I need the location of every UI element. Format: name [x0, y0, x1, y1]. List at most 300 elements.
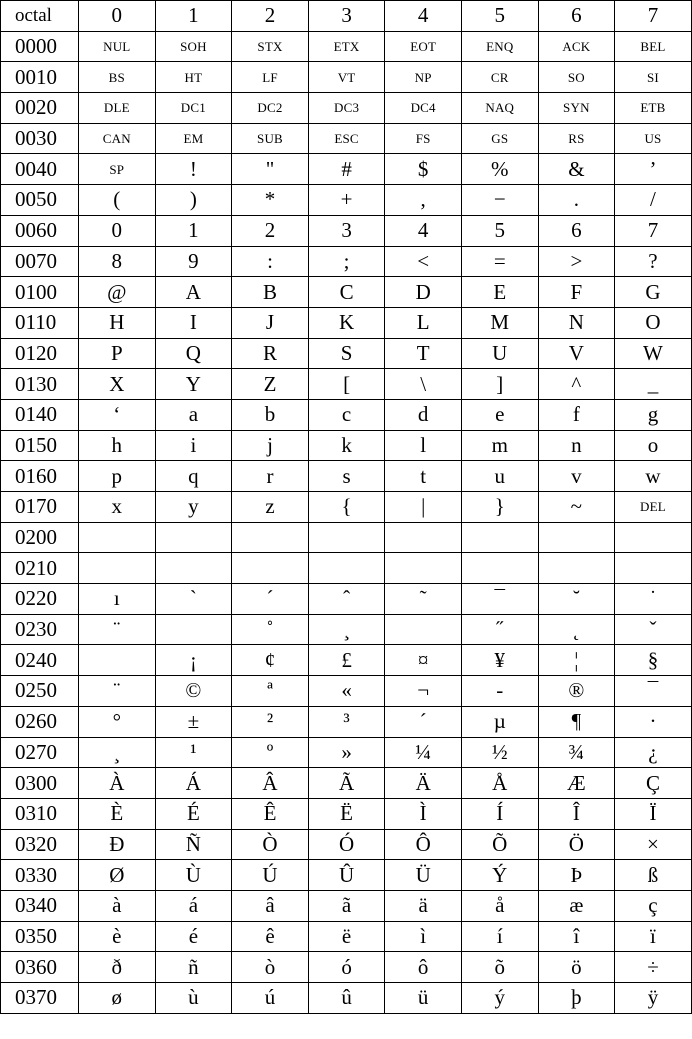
table-cell: {: [308, 492, 385, 523]
table-cell: DC2: [232, 93, 309, 124]
table-cell: GS: [461, 123, 538, 154]
table-row: [1, 215, 692, 246]
row-label: 0030: [1, 123, 79, 154]
table-cell: ¬: [385, 676, 462, 707]
table-cell: m: [461, 430, 538, 461]
table-row: [1, 399, 692, 430]
table-cell: G: [615, 277, 692, 308]
table-cell: À: [79, 768, 156, 799]
table-cell: *: [232, 185, 309, 216]
table-cell: Ï: [615, 798, 692, 829]
row-label: 0160: [1, 461, 79, 492]
row-label: 0310: [1, 798, 79, 829]
table-cell: Î: [538, 798, 615, 829]
table-cell: £: [308, 645, 385, 676]
table-cell: RS: [538, 123, 615, 154]
table-cell: j: [232, 430, 309, 461]
table-cell: s: [308, 461, 385, 492]
table-cell: t: [385, 461, 462, 492]
table-cell: [: [308, 369, 385, 400]
table-cell: Û: [308, 860, 385, 891]
table-cell: Â: [232, 768, 309, 799]
table-cell: M: [461, 307, 538, 338]
table-cell: W: [615, 338, 692, 369]
table-cell: F: [538, 277, 615, 308]
table-cell: ~: [538, 492, 615, 523]
table-cell: ‘: [79, 399, 156, 430]
table-cell: P: [79, 338, 156, 369]
table-cell: S: [308, 338, 385, 369]
table-cell: õ: [461, 952, 538, 983]
table-cell: r: [232, 461, 309, 492]
table-row: [1, 798, 692, 829]
table-cell: â: [232, 890, 309, 921]
table-cell: D: [385, 277, 462, 308]
table-cell: è: [79, 921, 156, 952]
table-cell: DC3: [308, 93, 385, 124]
table-cell: DLE: [79, 93, 156, 124]
row-label: 0100: [1, 277, 79, 308]
table-cell: ": [232, 154, 309, 185]
table-cell: ¯: [461, 584, 538, 615]
row-label: 0350: [1, 921, 79, 952]
table-cell: DC1: [155, 93, 232, 124]
table-row: [1, 492, 692, 523]
row-label: 0060: [1, 215, 79, 246]
table-row: [1, 952, 692, 983]
table-row: [1, 185, 692, 216]
table-cell: ²: [232, 706, 309, 737]
table-cell: o: [615, 430, 692, 461]
table-cell: ESC: [308, 123, 385, 154]
table-cell: §: [615, 645, 692, 676]
table-cell: ð: [79, 952, 156, 983]
table-cell: ˚: [232, 614, 309, 645]
table-cell: !: [155, 154, 232, 185]
row-label: 0370: [1, 983, 79, 1014]
table-cell: #: [308, 154, 385, 185]
table-cell: Ã: [308, 768, 385, 799]
table-cell: [79, 553, 156, 584]
row-label: 0270: [1, 737, 79, 768]
table-cell: ): [155, 185, 232, 216]
table-row: [1, 676, 692, 707]
table-cell: NP: [385, 62, 462, 93]
table-cell: ï: [615, 921, 692, 952]
table-cell: Á: [155, 768, 232, 799]
table-cell: [79, 522, 156, 553]
table-row: [1, 277, 692, 308]
table-cell: Ø: [79, 860, 156, 891]
table-cell: CR: [461, 62, 538, 93]
table-cell: g: [615, 399, 692, 430]
row-label: 0250: [1, 676, 79, 707]
table-cell: ã: [308, 890, 385, 921]
table-cell: Ô: [385, 829, 462, 860]
table-cell: [155, 553, 232, 584]
table-cell: J: [232, 307, 309, 338]
table-cell: 5: [461, 215, 538, 246]
table-cell: y: [155, 492, 232, 523]
table-cell: é: [155, 921, 232, 952]
table-cell: ì: [385, 921, 462, 952]
table-cell: US: [615, 123, 692, 154]
table-row: [1, 246, 692, 277]
table-cell: ˘: [538, 584, 615, 615]
table-row: [1, 430, 692, 461]
table-cell: [461, 522, 538, 553]
table-cell: ë: [308, 921, 385, 952]
table-cell: p: [79, 461, 156, 492]
table-cell: Í: [461, 798, 538, 829]
table-cell: ^: [538, 369, 615, 400]
table-cell: ñ: [155, 952, 232, 983]
table-cell: EOT: [385, 31, 462, 62]
table-row: [1, 31, 692, 62]
table-cell: ˇ: [615, 614, 692, 645]
column-header: 7: [615, 1, 692, 32]
table-cell: Å: [461, 768, 538, 799]
table-cell: [155, 614, 232, 645]
table-cell: í: [461, 921, 538, 952]
table-cell: c: [308, 399, 385, 430]
table-cell: O: [615, 307, 692, 338]
table-cell: Ù: [155, 860, 232, 891]
table-cell: FS: [385, 123, 462, 154]
row-label: 0200: [1, 522, 79, 553]
table-cell: VT: [308, 62, 385, 93]
column-header: 6: [538, 1, 615, 32]
table-cell: ç: [615, 890, 692, 921]
table-row: [1, 921, 692, 952]
table-cell: È: [79, 798, 156, 829]
table-row: [1, 553, 692, 584]
table-cell: f: [538, 399, 615, 430]
row-label: 0140: [1, 399, 79, 430]
table-cell: Y: [155, 369, 232, 400]
table-cell: <: [385, 246, 462, 277]
table-cell: Ð: [79, 829, 156, 860]
table-cell: DEL: [615, 492, 692, 523]
table-cell: SP: [79, 154, 156, 185]
table-row: [1, 768, 692, 799]
table-cell: ENQ: [461, 31, 538, 62]
table-cell: î: [538, 921, 615, 952]
row-label: 0210: [1, 553, 79, 584]
table-cell: [538, 522, 615, 553]
table-row: [1, 614, 692, 645]
table-cell: /: [615, 185, 692, 216]
table-cell: a: [155, 399, 232, 430]
table-cell: µ: [461, 706, 538, 737]
table-cell: ©: [155, 676, 232, 707]
table-cell: V: [538, 338, 615, 369]
table-row: [1, 860, 692, 891]
table-cell: Ö: [538, 829, 615, 860]
table-cell: ß: [615, 860, 692, 891]
table-cell: |: [385, 492, 462, 523]
table-cell: ?: [615, 246, 692, 277]
table-cell: i: [155, 430, 232, 461]
table-cell: ý: [461, 983, 538, 1014]
table-cell: 4: [385, 215, 462, 246]
table-cell: Ä: [385, 768, 462, 799]
table-cell: %: [461, 154, 538, 185]
table-cell: B: [232, 277, 309, 308]
table-cell: Ì: [385, 798, 462, 829]
row-label: 0170: [1, 492, 79, 523]
table-cell: ö: [538, 952, 615, 983]
row-label: 0110: [1, 307, 79, 338]
table-cell: $: [385, 154, 462, 185]
table-cell: SI: [615, 62, 692, 93]
table-cell: ;: [308, 246, 385, 277]
table-cell: T: [385, 338, 462, 369]
table-row: [1, 338, 692, 369]
table-cell: ˛: [538, 614, 615, 645]
table-cell: Æ: [538, 768, 615, 799]
table-cell: ETB: [615, 93, 692, 124]
table-cell: û: [308, 983, 385, 1014]
table-cell: ê: [232, 921, 309, 952]
table-cell: Q: [155, 338, 232, 369]
table-cell: x: [79, 492, 156, 523]
table-cell: STX: [232, 31, 309, 62]
table-cell: Z: [232, 369, 309, 400]
table-cell: ô: [385, 952, 462, 983]
table-cell: u: [461, 461, 538, 492]
table-cell: º: [232, 737, 309, 768]
table-cell: CAN: [79, 123, 156, 154]
table-cell: ä: [385, 890, 462, 921]
table-cell: ¿: [615, 737, 692, 768]
table-row: [1, 522, 692, 553]
table-cell: e: [461, 399, 538, 430]
table-cell: A: [155, 277, 232, 308]
table-cell: ·: [615, 706, 692, 737]
table-cell: ¸: [79, 737, 156, 768]
table-cell: ¤: [385, 645, 462, 676]
column-header: 0: [79, 1, 156, 32]
table-cell: .: [538, 185, 615, 216]
row-label: 0040: [1, 154, 79, 185]
table-cell: ×: [615, 829, 692, 860]
table-cell: ’: [615, 154, 692, 185]
row-label: 0330: [1, 860, 79, 891]
table-cell: ù: [155, 983, 232, 1014]
column-header: 5: [461, 1, 538, 32]
row-label: 0340: [1, 890, 79, 921]
table-cell: ÿ: [615, 983, 692, 1014]
table-row: [1, 154, 692, 185]
row-label: 0000: [1, 31, 79, 62]
row-label: 0240: [1, 645, 79, 676]
table-cell: Ý: [461, 860, 538, 891]
row-label: 0130: [1, 369, 79, 400]
table-cell: Ç: [615, 768, 692, 799]
table-row: [1, 829, 692, 860]
table-row: [1, 62, 692, 93]
table-cell: =: [461, 246, 538, 277]
table-cell: 6: [538, 215, 615, 246]
table-cell: ETX: [308, 31, 385, 62]
table-cell: K: [308, 307, 385, 338]
table-cell: C: [308, 277, 385, 308]
table-cell: ò: [232, 952, 309, 983]
table-cell: \: [385, 369, 462, 400]
table-cell: h: [79, 430, 156, 461]
table-cell: ,: [385, 185, 462, 216]
table-cell: E: [461, 277, 538, 308]
table-row: [1, 461, 692, 492]
table-cell: H: [79, 307, 156, 338]
table-cell: X: [79, 369, 156, 400]
table-cell: ÷: [615, 952, 692, 983]
table-cell: ó: [308, 952, 385, 983]
table-cell: ]: [461, 369, 538, 400]
table-cell: 8: [79, 246, 156, 277]
table-cell: ı: [79, 584, 156, 615]
table-cell: ¯: [615, 676, 692, 707]
table-cell: U: [461, 338, 538, 369]
table-cell: [232, 522, 309, 553]
table-cell: z: [232, 492, 309, 523]
table-cell: ¡: [155, 645, 232, 676]
row-label: 0020: [1, 93, 79, 124]
table-cell: ½: [461, 737, 538, 768]
table-cell: ü: [385, 983, 462, 1014]
table-row: [1, 123, 692, 154]
table-cell: ´: [232, 584, 309, 615]
row-label: 0120: [1, 338, 79, 369]
table-cell: °: [79, 706, 156, 737]
table-cell: 7: [615, 215, 692, 246]
table-cell: SO: [538, 62, 615, 93]
table-cell: L: [385, 307, 462, 338]
table-cell: k: [308, 430, 385, 461]
table-cell: n: [538, 430, 615, 461]
table-row: [1, 369, 692, 400]
table-cell: ACK: [538, 31, 615, 62]
table-cell: -: [461, 676, 538, 707]
row-label: 0070: [1, 246, 79, 277]
table-cell: DC4: [385, 93, 462, 124]
table-row: [1, 645, 692, 676]
table-cell: [538, 553, 615, 584]
row-label: 0150: [1, 430, 79, 461]
table-cell: »: [308, 737, 385, 768]
table-cell: +: [308, 185, 385, 216]
table-cell: 2: [232, 215, 309, 246]
table-cell: }: [461, 492, 538, 523]
table-cell: 1: [155, 215, 232, 246]
table-cell: &: [538, 154, 615, 185]
table-cell: BS: [79, 62, 156, 93]
table-cell: v: [538, 461, 615, 492]
table-cell: ø: [79, 983, 156, 1014]
table-cell: Ú: [232, 860, 309, 891]
column-header: 3: [308, 1, 385, 32]
table-cell: NUL: [79, 31, 156, 62]
table-cell: LF: [232, 62, 309, 93]
table-cell: Ü: [385, 860, 462, 891]
table-cell: «: [308, 676, 385, 707]
table-cell: Ë: [308, 798, 385, 829]
table-cell: [385, 553, 462, 584]
row-label: 0230: [1, 614, 79, 645]
table-cell: ˆ: [308, 584, 385, 615]
row-label: 0300: [1, 768, 79, 799]
row-label: 0050: [1, 185, 79, 216]
table-cell: I: [155, 307, 232, 338]
row-label: 0010: [1, 62, 79, 93]
header-row: [1, 1, 692, 32]
table-row: [1, 737, 692, 768]
table-cell: −: [461, 185, 538, 216]
table-cell: Ñ: [155, 829, 232, 860]
table-cell: þ: [538, 983, 615, 1014]
table-cell: >: [538, 246, 615, 277]
table-cell: Ò: [232, 829, 309, 860]
table-cell: _: [615, 369, 692, 400]
table-row: [1, 584, 692, 615]
table-cell: å: [461, 890, 538, 921]
table-cell: Õ: [461, 829, 538, 860]
table-cell: [308, 553, 385, 584]
row-label: 0220: [1, 584, 79, 615]
table-cell: ¶: [538, 706, 615, 737]
table-body: [1, 31, 692, 1013]
column-header: 1: [155, 1, 232, 32]
corner-label: octal: [1, 1, 79, 32]
table-cell: ³: [308, 706, 385, 737]
table-cell: HT: [155, 62, 232, 93]
table-cell: ª: [232, 676, 309, 707]
table-cell: ¢: [232, 645, 309, 676]
table-cell: [615, 522, 692, 553]
table-cell: ¼: [385, 737, 462, 768]
table-cell: ¨: [79, 614, 156, 645]
table-cell: Þ: [538, 860, 615, 891]
column-header: 2: [232, 1, 309, 32]
table-cell: Ó: [308, 829, 385, 860]
table-cell: ¥: [461, 645, 538, 676]
table-cell: 3: [308, 215, 385, 246]
table-cell: ¹: [155, 737, 232, 768]
table-cell: b: [232, 399, 309, 430]
table-cell: (: [79, 185, 156, 216]
table-cell: [385, 614, 462, 645]
table-cell: 9: [155, 246, 232, 277]
table-cell: @: [79, 277, 156, 308]
row-label: 0360: [1, 952, 79, 983]
table-cell: ¦: [538, 645, 615, 676]
table-cell: æ: [538, 890, 615, 921]
table-cell: [385, 522, 462, 553]
table-cell: l: [385, 430, 462, 461]
table-cell: BEL: [615, 31, 692, 62]
table-cell: ˝: [461, 614, 538, 645]
table-cell: w: [615, 461, 692, 492]
table-cell: EM: [155, 123, 232, 154]
table-cell: [461, 553, 538, 584]
table-cell: ¨: [79, 676, 156, 707]
table-cell: ®: [538, 676, 615, 707]
table-cell: R: [232, 338, 309, 369]
row-label: 0320: [1, 829, 79, 860]
table-cell: [308, 522, 385, 553]
table-row: [1, 890, 692, 921]
